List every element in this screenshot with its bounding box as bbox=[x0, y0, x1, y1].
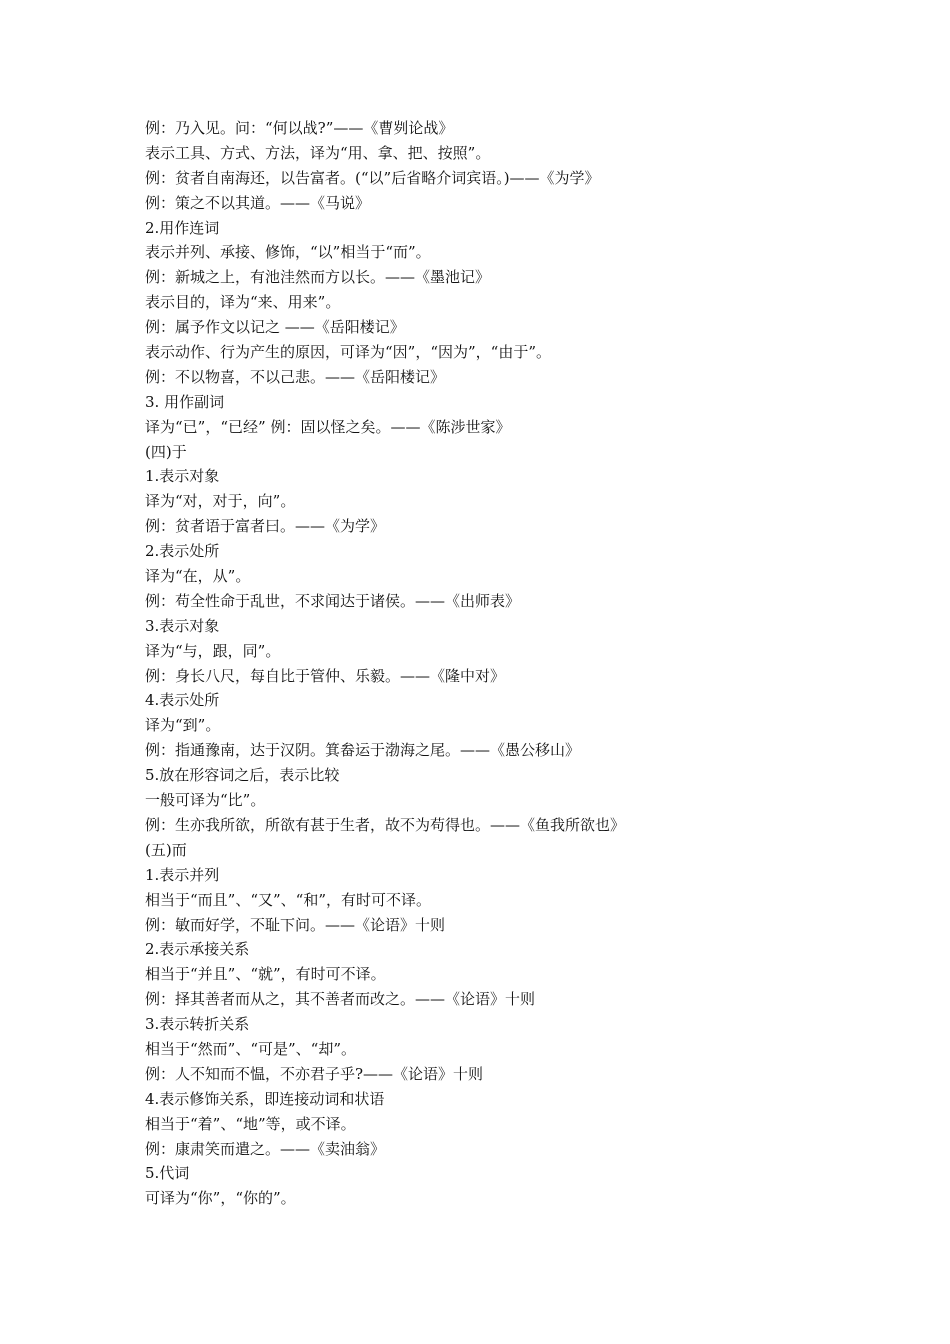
text-line: 例：择其善者而从之，其不善者而改之。——《论语》十则 bbox=[145, 990, 536, 1009]
text-line: 例：敏而好学，不耻下问。——《论语》十则 bbox=[145, 915, 446, 934]
text-line: 例：策之不以其道。——《马说》 bbox=[145, 193, 371, 212]
text-line: 译为“到”。 bbox=[145, 716, 221, 735]
section-heading: 1.表示对象 bbox=[145, 467, 220, 486]
text-line: 相当于“然而”、“可是”、“却”。 bbox=[145, 1039, 357, 1058]
text-line: 例：贫者语于富者曰。——《为学》 bbox=[145, 517, 386, 536]
section-heading: 2.表示承接关系 bbox=[145, 940, 250, 959]
text-line: 译为“与，跟，同”。 bbox=[145, 641, 281, 660]
section-heading: 3.表示对象 bbox=[145, 616, 220, 635]
text-line: 例：新城之上，有池洼然而方以长。——《墨池记》 bbox=[145, 268, 491, 287]
text-line: 译为“在，从”。 bbox=[145, 567, 251, 586]
section-heading: 5.代词 bbox=[145, 1164, 190, 1183]
section-heading: 2.表示处所 bbox=[145, 542, 220, 561]
section-heading: 5.放在形容词之后，表示比较 bbox=[145, 766, 340, 785]
section-heading: 3.表示转折关系 bbox=[145, 1015, 250, 1034]
text-line: 例：指通豫南，达于汉阴。箕畚运于渤海之尾。——《愚公移山》 bbox=[145, 741, 581, 760]
text-line: 例：不以物喜，不以己悲。——《岳阳楼记》 bbox=[145, 367, 446, 386]
section-heading: 2.用作连词 bbox=[145, 218, 220, 237]
section-heading: 4.表示处所 bbox=[145, 691, 220, 710]
text-line: 例：贫者自南海还，以告富者。(“以”后省略介词宾语。)——《为学》 bbox=[145, 168, 600, 187]
text-line: 例：乃入见。问：“何以战?”——《曹刿论战》 bbox=[145, 119, 454, 137]
section-heading: 4.表示修饰关系，即连接动词和状语 bbox=[145, 1089, 385, 1108]
text-line: 例：生亦我所欲，所欲有甚于生者，故不为苟得也。——《鱼我所欲也》 bbox=[145, 815, 626, 834]
text-line: 表示目的，译为“来、用来”。 bbox=[145, 293, 341, 312]
text-line: 表示动作、行为产生的原因，可译为“因”，“因为”，“由于”。 bbox=[145, 343, 552, 362]
text-line: 相当于“而且”、“又”、“和”，有时可不译。 bbox=[145, 890, 432, 909]
text-line: 相当于“着”、“地”等，或不译。 bbox=[145, 1114, 356, 1133]
text-line: 译为“对，对于，向”。 bbox=[145, 492, 296, 511]
document-page bbox=[145, 116, 845, 1211]
text-line: 例：身长八尺，每自比于管仲、乐毅。——《隆中对》 bbox=[145, 666, 506, 685]
text-line: 相当于“并且”、“就”，有时可不译。 bbox=[145, 965, 386, 984]
text-line: 译为“已”，“已经” 例：固以怪之矣。——《陈涉世家》 bbox=[145, 417, 511, 436]
text-line: 一般可译为“比”。 bbox=[145, 791, 266, 810]
chapter-heading: (五)而 bbox=[145, 840, 187, 859]
text-line: 例：属予作文以记之 ——《岳阳楼记》 bbox=[145, 318, 405, 337]
section-heading: 1.表示并列 bbox=[145, 865, 220, 884]
text-line: 表示并列、承接、修饰，“以”相当于“而”。 bbox=[145, 243, 431, 262]
text-line: 例：苟全性命于乱世，不求闻达于诸侯。——《出师表》 bbox=[145, 591, 521, 610]
text-line: 例：康肃笑而遣之。——《卖油翁》 bbox=[145, 1139, 386, 1158]
section-heading: 3. 用作副词 bbox=[145, 392, 225, 411]
text-line: 例：人不知而不愠，不亦君子乎?——《论语》十则 bbox=[145, 1064, 484, 1083]
chapter-heading: (四)于 bbox=[145, 442, 187, 461]
text-line: 可译为“你”，“你的”。 bbox=[145, 1189, 296, 1208]
text-line: 表示工具、方式、方法，译为“用、拿、把、按照”。 bbox=[145, 143, 491, 162]
